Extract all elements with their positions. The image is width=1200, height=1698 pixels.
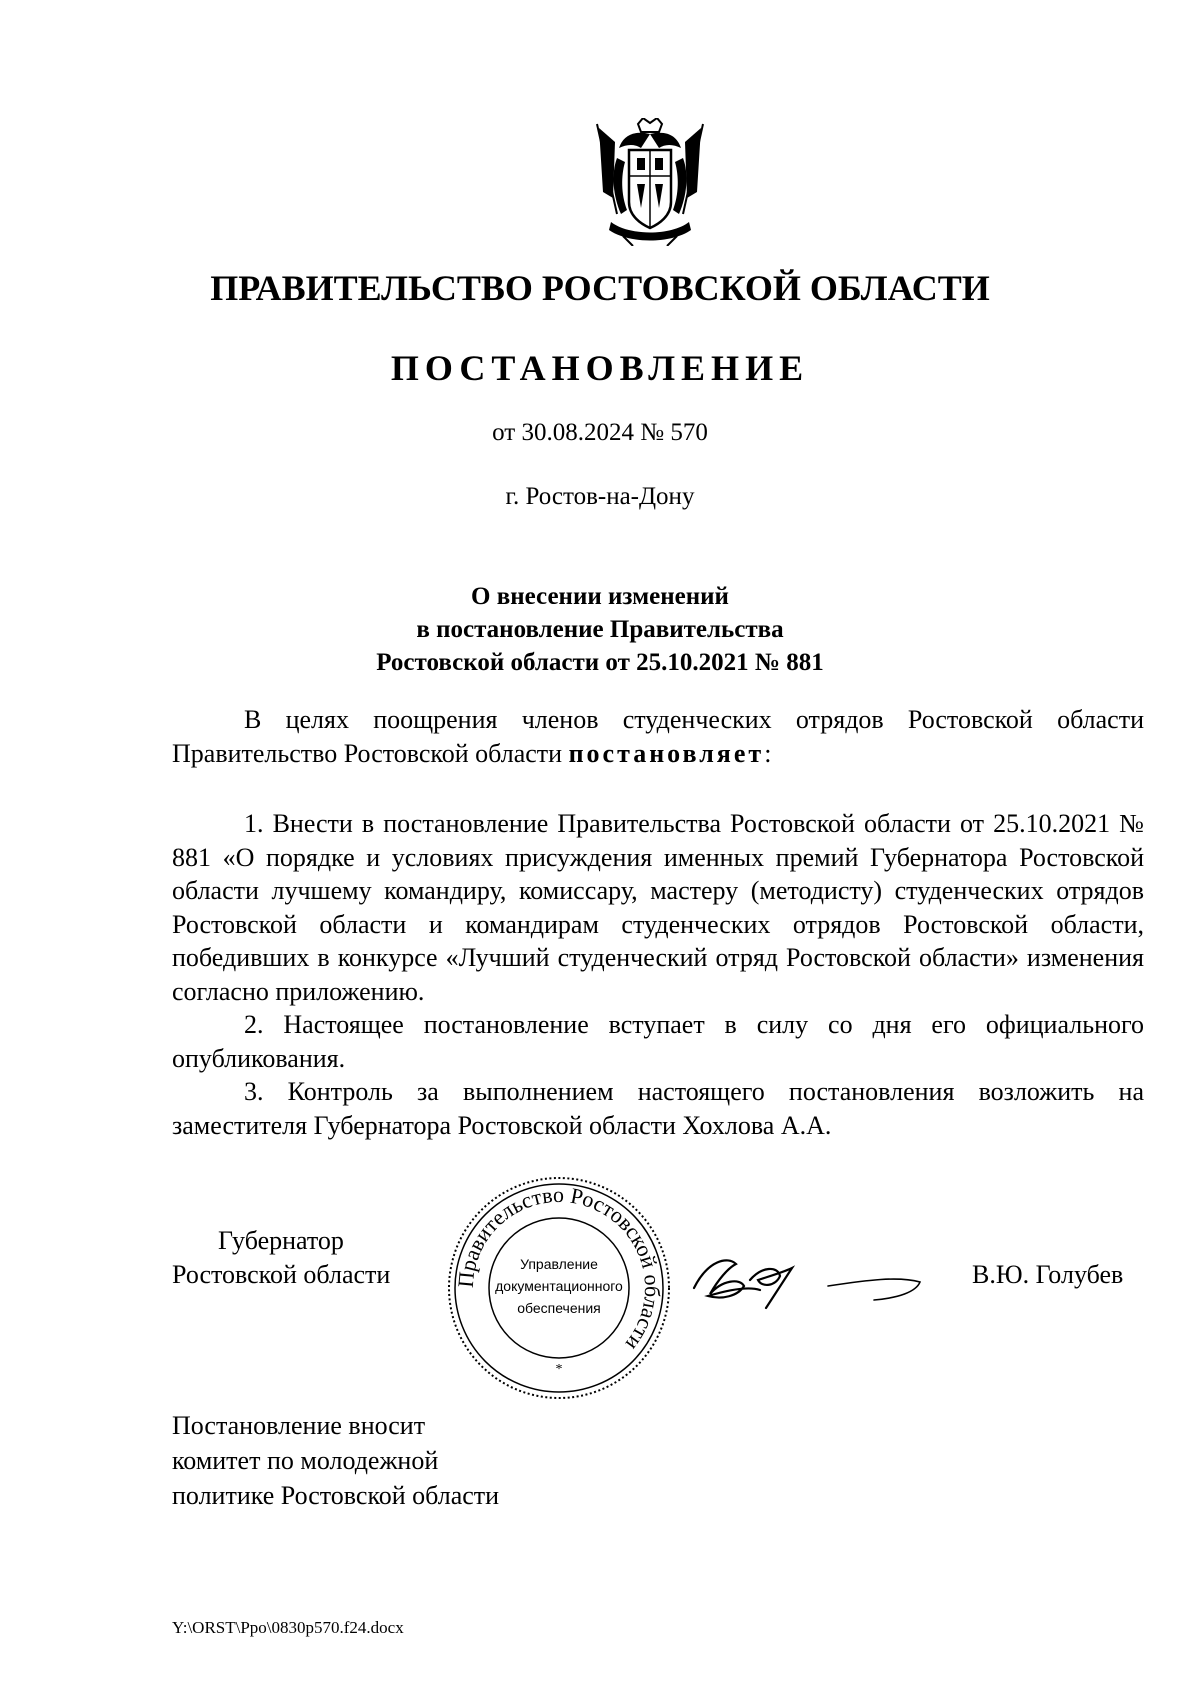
intro-note-line: Постановление вносит: [172, 1411, 426, 1440]
subject-line: О внесении изменений: [471, 583, 729, 610]
stamp-center-text: [446, 1253, 672, 1319]
svg-text:*: *: [555, 1362, 563, 1377]
official-stamp: [446, 1175, 672, 1401]
subject-line: в постановление Правительства: [416, 616, 784, 643]
document-date-number: от 30.08.2024 № 570: [492, 419, 708, 446]
preamble-end: :: [764, 738, 772, 768]
document-subject: [0, 580, 1200, 679]
signer-name: В.Ю. Голубев: [972, 1260, 1124, 1289]
resolution-items: [172, 807, 1144, 1142]
resolution-item: 3. Контроль за выполнением настоящего постановления возложить на заместителя Губернатора Ростовской области Хохлова А.А.: [172, 1077, 1144, 1140]
resolution-item: 1. Внести в постановление Правительства Ростовской области от 25.10.2021 № 881 «О порядке и условиях присуждения именных премий Губернатора Ростовской области лучшему командиру, комиссару, мастеру (методисту) студенческих отрядов Ростовской области и командирам студенческих отрядов Ростовской области, победивших в конкурсе «Лучший студенческий отряд Ростовской области» изменения согласно приложению.: [172, 809, 1144, 1006]
document-city: г. Ростов-на-Дону: [505, 483, 695, 510]
intro-note-line: политике Ростовской области: [172, 1481, 500, 1510]
intro-note-line: комитет по молодежной: [172, 1446, 439, 1475]
introduced-by-note: [172, 1408, 499, 1513]
handwritten-signature: [688, 1250, 928, 1310]
signer-position-line: Ростовской области: [172, 1260, 391, 1289]
stamp-center-line: документационного: [495, 1278, 623, 1294]
stamp-center-line: Управление: [520, 1256, 598, 1272]
coat-of-arms-icon: [593, 118, 707, 246]
svg-text:Правительство Ростовской облас: Правительство Ростовской области: [452, 1181, 666, 1356]
resolution-item: 2. Настоящее постановление вступает в силу со дня его официального опубликования.: [172, 1010, 1144, 1073]
stamp-center-line: обеспечения: [517, 1300, 601, 1316]
government-title: ПРАВИТЕЛЬСТВО РОСТОВСКОЙ ОБЛАСТИ: [210, 268, 990, 308]
signer-position-line: Губернатор: [218, 1226, 344, 1255]
subject-line: Ростовской области от 25.10.2021 № 881: [376, 649, 824, 676]
preamble-text: В целях поощрения членов студенческих отрядов Ростовской области Правительство Ростовской области: [172, 705, 1144, 768]
file-path: Y:\ORST\Ppo\0830p570.f24.docx: [172, 1618, 404, 1637]
preamble-keyword: постановляет: [568, 738, 765, 768]
document-type: ПОСТАНОВЛЕНИЕ: [390, 348, 810, 388]
signer-position: [172, 1224, 390, 1292]
preamble: [172, 703, 1144, 770]
